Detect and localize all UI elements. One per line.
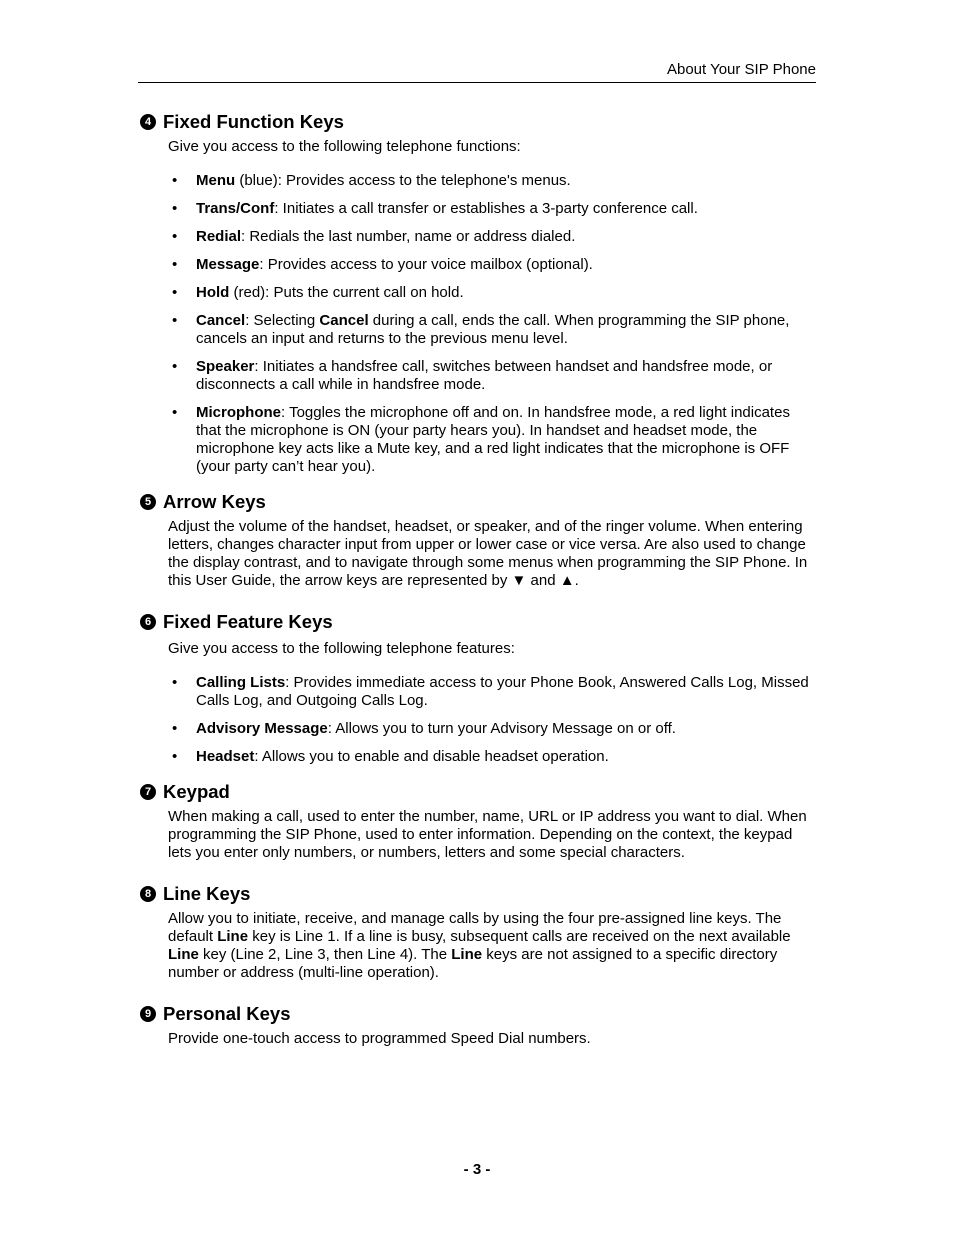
section-body <box>168 808 816 862</box>
list-item <box>168 200 816 218</box>
number-6-icon: 6 <box>140 614 156 630</box>
section-body <box>168 1030 816 1048</box>
section-keypad <box>140 780 816 862</box>
section-body <box>168 518 816 590</box>
list-item <box>168 256 816 274</box>
page-content <box>140 110 816 1048</box>
list-item <box>168 720 816 738</box>
description: : Initiates a handsfree call, switches between handset and handsfree mode, or disconnects a call while in handsfree mode. <box>196 358 773 393</box>
section-paragraph <box>168 518 816 590</box>
description: : Initiates a call transfer or establishes a 3-party conference call. <box>274 200 698 217</box>
paragraph-text: . <box>574 572 579 589</box>
section-title: Line Keys <box>163 883 251 904</box>
list-item <box>168 748 816 766</box>
paragraph-text: key (Line 2, Line 3, then Line 4). The <box>198 946 452 963</box>
number-9-icon: 9 <box>140 1006 156 1022</box>
term: Cancel <box>319 312 369 329</box>
section-title: Keypad <box>163 781 230 802</box>
description: : Redials the last number, name or address dialed. <box>241 228 576 245</box>
page-number: - 3 - <box>463 1161 491 1178</box>
description: : Allows you to turn your Advisory Message on or off. <box>327 720 676 737</box>
arrow-down-icon: ▼ <box>511 572 527 589</box>
term: Line <box>451 946 483 963</box>
paragraph-text: keys are not assigned to a specific directory number or address (multi-line operation). <box>168 946 778 981</box>
list-item <box>168 674 816 710</box>
paragraph-text: key is Line 1. If a line is busy, subsequent calls are received on the next available <box>248 928 791 945</box>
running-header: About Your SIP Phone <box>666 61 816 78</box>
header-rule <box>138 82 816 83</box>
list-item <box>168 172 816 190</box>
list-item <box>168 312 816 348</box>
section-title: Personal Keys <box>163 1003 291 1024</box>
paragraph-text: Allow you to initiate, receive, and manage calls by using the four pre-assigned line keys. The default <box>168 910 782 945</box>
section-heading <box>140 780 816 804</box>
section-line-keys <box>140 882 816 982</box>
paragraph-text: Adjust the volume of the handset, headset, or speaker, and of the ringer volume. When entering letters, changes character input from upper or lower case or vice versa. Are also used to change the display contrast, and to navigate through some menus when programming the SIP Phone. In this User Guide, the arrow keys are represented by <box>168 518 808 589</box>
term: Trans/Conf <box>196 200 275 217</box>
term: Headset <box>196 748 255 765</box>
list-item <box>168 404 816 476</box>
section-paragraph: When making a call, used to enter the number, name, URL or IP address you want to dial. When programming the SIP Phone, used to enter information. Depending on the context, the keypad lets you enter only numbers, or numbers, letters and some special characters. <box>168 808 807 861</box>
term: Microphone <box>196 404 281 421</box>
section-body <box>168 640 816 766</box>
section-personal-keys <box>140 1002 816 1048</box>
term: Speaker <box>196 358 255 375</box>
term: Line <box>168 946 199 963</box>
section-heading <box>140 610 816 634</box>
number-4-icon: 4 <box>140 114 156 130</box>
arrow-up-icon: ▲ <box>559 572 575 589</box>
term: Advisory Message <box>196 720 328 737</box>
section-fixed-function-keys <box>140 110 816 476</box>
term: Menu <box>196 172 236 189</box>
section-title: Arrow Keys <box>163 491 266 512</box>
list-item <box>168 358 816 394</box>
term: Cancel <box>196 312 246 329</box>
term: Hold <box>196 284 230 301</box>
list-item <box>168 228 816 246</box>
section-title: Fixed Feature Keys <box>163 611 333 632</box>
number-8-icon: 8 <box>140 886 156 902</box>
section-body <box>168 910 816 982</box>
description: : Toggles the microphone off and on. In handsfree mode, a red light indicates that the microphone is ON (your party hears you). In handset and headset mode, the microphone key acts like a Mute key, and a red light indicates that the microphone is OFF (your party can’t hear you). <box>196 404 790 475</box>
list-item <box>168 284 816 302</box>
section-fixed-feature-keys <box>140 610 816 766</box>
number-5-icon: 5 <box>140 494 156 510</box>
description: : Provides access to your voice mailbox (optional). <box>259 256 593 273</box>
term: Calling Lists <box>196 674 286 691</box>
function-key-list <box>168 172 816 476</box>
term: Message <box>196 256 260 273</box>
section-heading <box>140 110 816 134</box>
section-heading <box>140 1002 816 1026</box>
section-intro: Give you access to the following telephone functions: <box>168 138 521 155</box>
section-paragraph <box>168 910 816 982</box>
section-heading <box>140 882 816 906</box>
description: : Provides immediate access to your Phone Book, Answered Calls Log, Missed Calls Log, and Outgoing Calls Log. <box>196 674 809 709</box>
section-arrow-keys <box>140 490 816 590</box>
section-heading <box>140 490 816 514</box>
description: (red): Puts the current call on hold. <box>229 284 464 301</box>
section-body <box>168 138 816 476</box>
description: (blue): Provides access to the telephone's menus. <box>235 172 571 189</box>
section-title: Fixed Function Keys <box>163 111 344 132</box>
description: : Allows you to enable and disable headset operation. <box>254 748 609 765</box>
section-intro: Give you access to the following telephone features: <box>168 640 515 657</box>
section-paragraph: Provide one-touch access to programmed Speed Dial numbers. <box>168 1030 591 1047</box>
feature-key-list <box>168 674 816 766</box>
term: Line <box>217 928 249 945</box>
description: : Selecting <box>245 312 320 329</box>
description: during a call, ends the call. When programming the SIP phone, cancels an input and returns to the previous menu level. <box>196 312 790 347</box>
paragraph-text: and <box>526 572 560 589</box>
term: Redial <box>196 228 242 245</box>
number-7-icon: 7 <box>140 784 156 800</box>
